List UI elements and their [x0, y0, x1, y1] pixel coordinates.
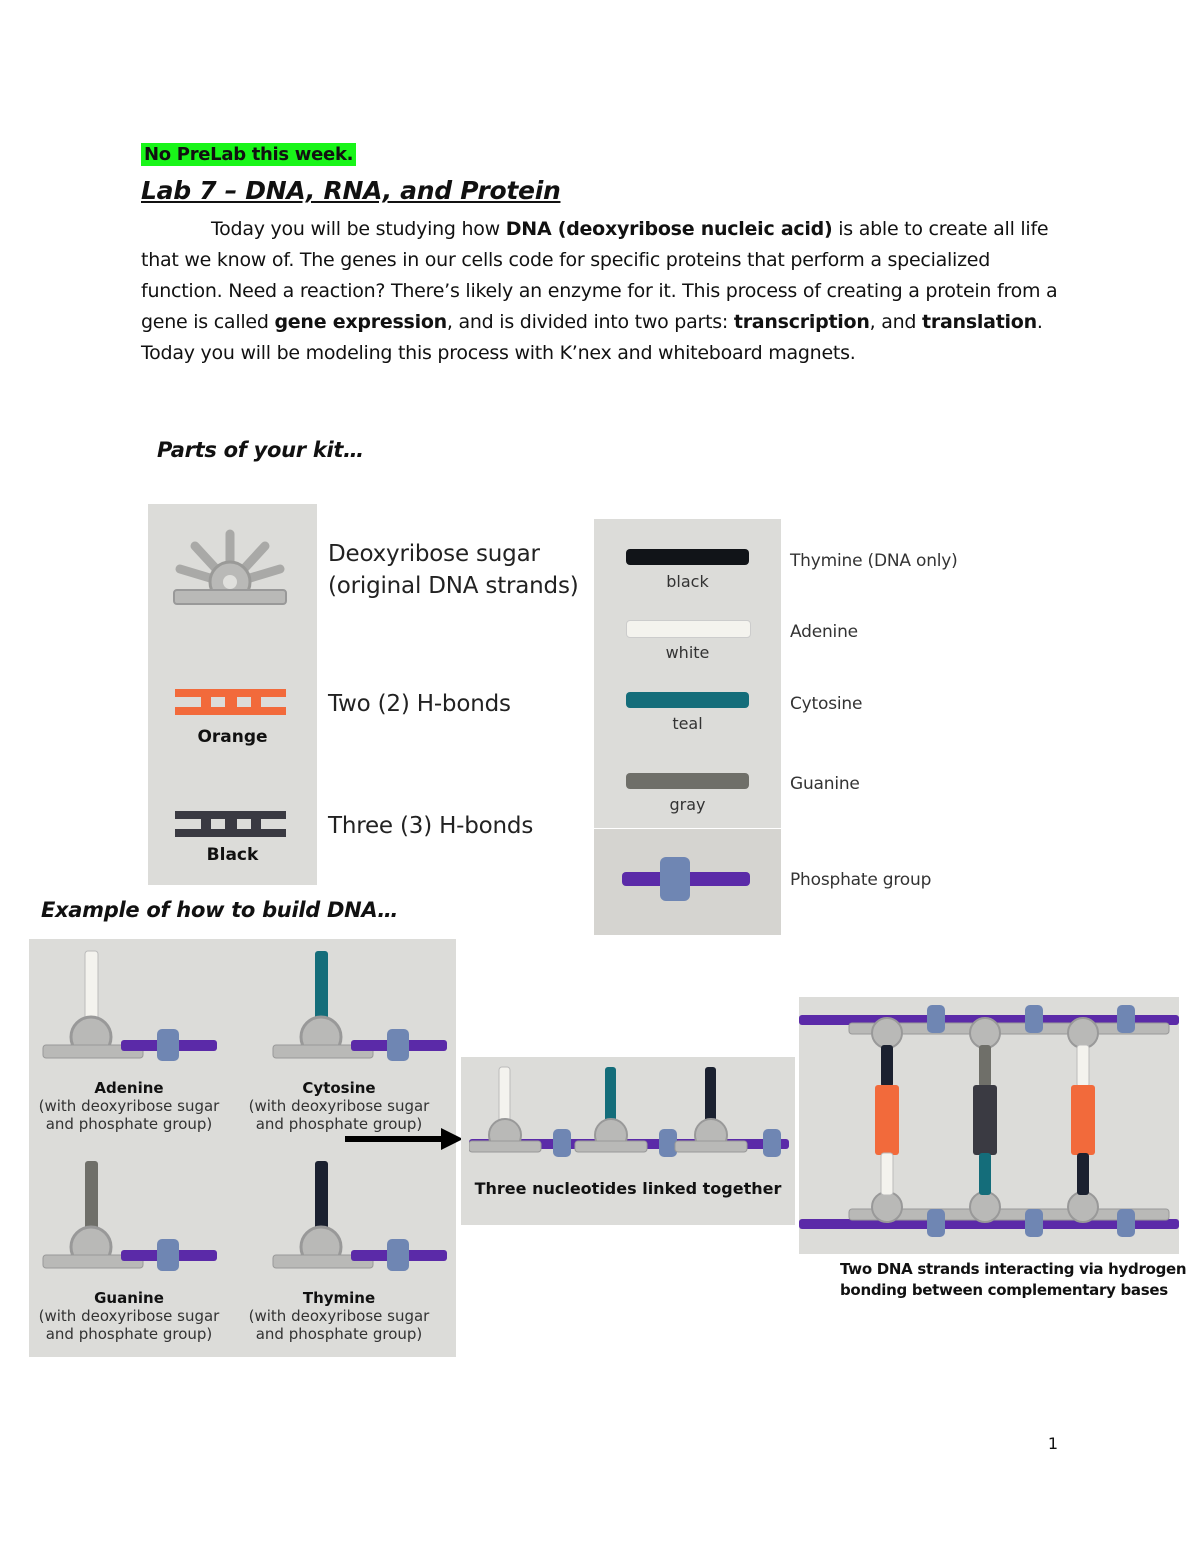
page-number: 1 — [1047, 1434, 1058, 1453]
term-translation: translation — [922, 311, 1037, 333]
term-transcription: transcription — [733, 311, 870, 333]
double-strand-caption — [840, 1259, 1186, 1301]
phosphate-label: Phosphate group — [790, 870, 932, 890]
adenine-nucleotide-image — [41, 947, 231, 1072]
three-hbonds-label: Three (3) H-bonds — [328, 813, 534, 839]
sugar-hub-image — [170, 524, 290, 609]
orange-caption: Orange — [197, 727, 268, 747]
kit-panel-phosphate — [594, 829, 781, 935]
intro-paragraph — [141, 214, 1061, 369]
kit-panel-sugar-bonds — [148, 504, 317, 885]
base-rod-gray — [626, 773, 749, 789]
thymine-nucleotide-image — [271, 1157, 461, 1282]
guanine-caption-name: Guanine — [94, 1289, 164, 1307]
guanine-caption-line1: (with deoxyribose sugar — [38, 1307, 220, 1325]
intro-text-5: . Today you will be modeling this process with K’nex and whiteboard magnets. — [141, 311, 1043, 364]
thymine-caption — [239, 1289, 439, 1343]
example-heading: Example of how to build DNA… — [41, 898, 399, 922]
guanine-caption-line2: and phosphate group) — [45, 1325, 213, 1343]
cytosine-label: Cytosine — [790, 694, 863, 714]
sugar-label-line-1: Deoxyribose sugar — [328, 541, 540, 567]
orange-two-hbond-image — [173, 686, 288, 718]
cytosine-caption-line2: and phosphate group) — [255, 1115, 423, 1133]
sugar-label-line-2: (original DNA strands) — [328, 573, 579, 599]
intro-text-3: , and is divided into two parts: — [446, 311, 734, 333]
base-rod-white — [626, 620, 751, 638]
sugar-label — [328, 538, 579, 602]
base-caption-white: white — [665, 643, 710, 662]
adenine-caption-line1: (with deoxyribose sugar — [38, 1097, 220, 1115]
term-gene-expression: gene expression — [274, 311, 447, 333]
double-strand-image — [799, 997, 1179, 1254]
intro-text-1: Today you will be studying how — [211, 218, 506, 240]
intro-text-4: , and — [869, 311, 923, 333]
cytosine-caption-name: Cytosine — [302, 1079, 376, 1097]
guanine-label: Guanine — [790, 774, 860, 794]
term-dna: DNA (deoxyribose nucleic acid) — [505, 218, 833, 240]
black-caption: Black — [206, 845, 259, 865]
adenine-caption-name: Adenine — [94, 1079, 164, 1097]
double-strand-panel — [799, 997, 1179, 1254]
thymine-caption-name: Thymine — [302, 1289, 376, 1307]
intro-text-2: is able to create all life that we know of. The genes in our cells code for specific proteins that perform a specialized function. Need a reaction? There’s likely an enzyme for it. This process of creating a protein from a gene is called — [141, 218, 1058, 333]
thymine-caption-line1: (with deoxyribose sugar — [248, 1307, 430, 1325]
cytosine-caption-line1: (with deoxyribose sugar — [248, 1097, 430, 1115]
guanine-nucleotide-image — [41, 1157, 231, 1282]
double-strand-caption-line2: bonding between complementary bases — [840, 1281, 1168, 1299]
base-caption-teal: teal — [672, 714, 703, 733]
base-caption-gray: gray — [669, 795, 706, 814]
adenine-caption-line2: and phosphate group) — [45, 1115, 213, 1133]
thymine-caption-line2: and phosphate group) — [255, 1325, 423, 1343]
adenine-label: Adenine — [790, 622, 858, 642]
linked-caption: Three nucleotides linked together — [474, 1179, 782, 1198]
cytosine-nucleotide-image — [271, 947, 461, 1072]
no-prelab-notice: No PreLab this week. — [141, 143, 356, 166]
linked-nucleotides-panel — [461, 1057, 795, 1225]
arrow-right-icon — [345, 1128, 463, 1150]
double-strand-caption-line1: Two DNA strands interacting via hydrogen — [840, 1260, 1187, 1278]
base-rod-black — [626, 549, 749, 565]
black-three-hbond-image — [173, 808, 288, 840]
cytosine-caption — [239, 1079, 439, 1133]
adenine-caption — [29, 1079, 229, 1133]
kit-heading: Parts of your kit… — [157, 438, 364, 462]
kit-panel-bases — [594, 519, 781, 828]
base-rod-teal — [626, 692, 749, 708]
base-caption-black: black — [666, 572, 709, 591]
thymine-label: Thymine (DNA only) — [790, 551, 958, 571]
page-title: Lab 7 – DNA, RNA, and Protein — [141, 176, 561, 205]
phosphate-connector — [660, 857, 690, 901]
linked-nucleotides-image — [469, 1061, 789, 1171]
guanine-caption — [29, 1289, 229, 1343]
two-hbonds-label: Two (2) H-bonds — [328, 691, 511, 717]
